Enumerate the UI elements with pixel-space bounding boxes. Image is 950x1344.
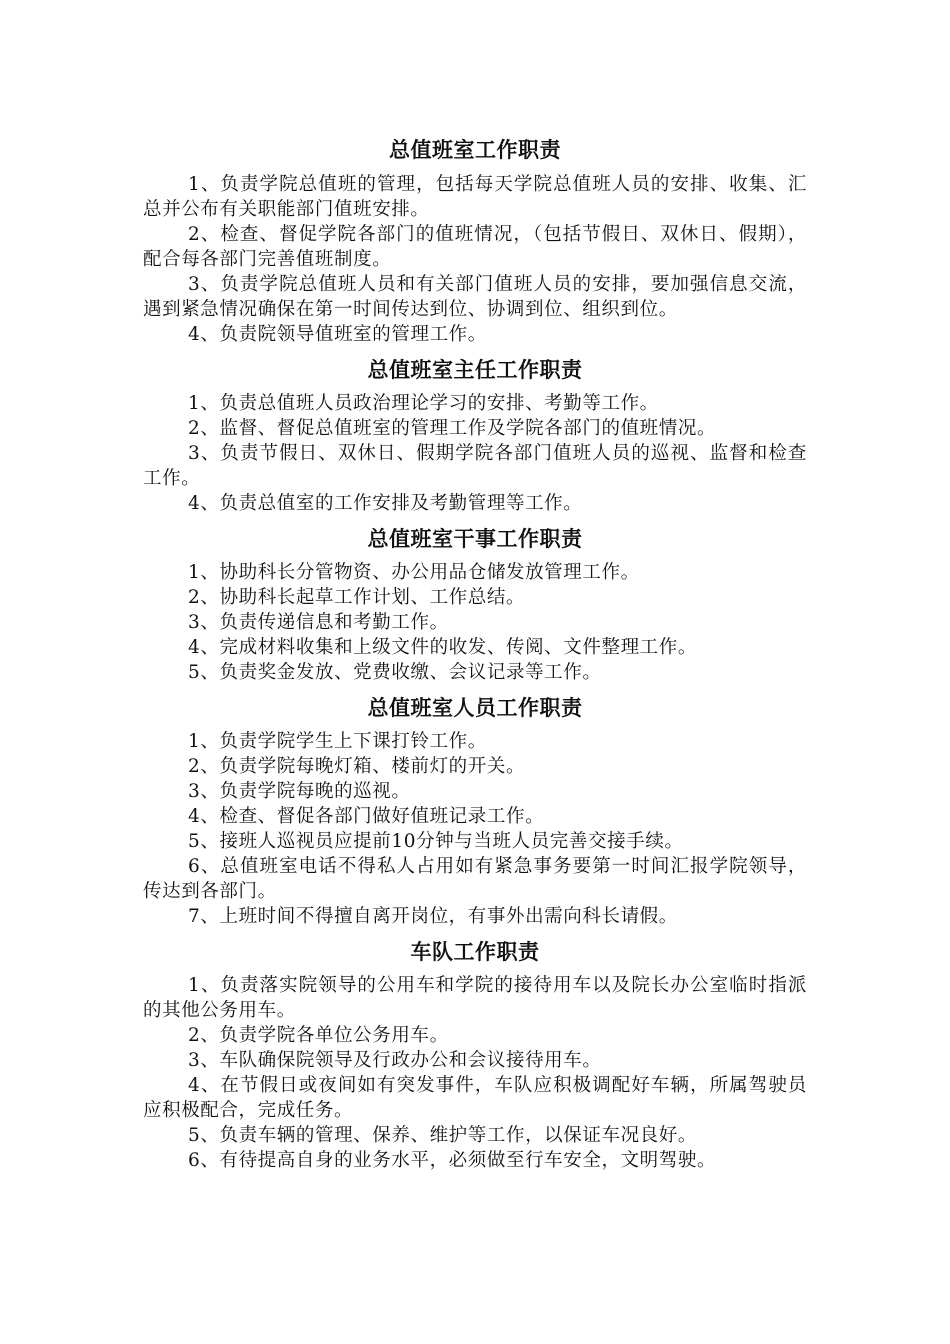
duty-item: 5、负责奖金发放、党费收缴、会议记录等工作。 <box>188 662 602 683</box>
duty-item: 4、完成材料收集和上级文件的收发、传阅、文件整理工作。 <box>188 637 697 658</box>
duty-item: 4、负责院领导值班室的管理工作。 <box>188 324 487 345</box>
duty-item: 3、负责节假日、双休日、假期学院各部门值班人员的巡视、监督和检查工作。 <box>143 443 807 489</box>
section-duty-office <box>143 134 807 347</box>
duty-item: 6、总值班室电话不得私人占用如有紧急事务要第一时间汇报学院领导，传达到各部门。 <box>143 856 807 902</box>
duty-item: 2、负责学院每晚灯箱、楼前灯的开关。 <box>188 756 526 777</box>
section-title: 总值班室干事工作职责 <box>367 527 583 551</box>
duty-item: 2、监督、督促总值班室的管理工作及学院各部门的值班情况。 <box>188 418 717 439</box>
section-title: 总值班室人员工作职责 <box>367 696 583 720</box>
duty-item: 3、车队确保院领导及行政办公和会议接待用车。 <box>188 1050 602 1071</box>
duty-item: 3、负责学院每晚的巡视。 <box>188 781 411 802</box>
duty-item: 5、负责车辆的管理、保养、维护等工作，以保证车况良好。 <box>188 1125 697 1146</box>
section-duty-office-director <box>143 354 807 516</box>
duty-item: 1、负责学院学生上下课打铃工作。 <box>188 731 487 752</box>
duty-item: 2、负责学院各单位公务用车。 <box>188 1025 449 1046</box>
duty-item: 2、检查、督促学院各部门的值班情况，（包括节假日、双休日、假期），配合每各部门完善值班制度。 <box>143 224 807 270</box>
duty-item: 1、负责落实院领导的公用车和学院的接待用车以及院长办公室临时指派的其他公务用车。 <box>143 975 807 1021</box>
duty-item: 1、负责总值班人员政治理论学习的安排、考勤等工作。 <box>188 393 659 414</box>
duty-item: 6、有待提高自身的业务水平，必须做至行车安全，文明驾驶。 <box>188 1150 717 1171</box>
duty-item: 1、协助科长分管物资、办公用品仓储发放管理工作。 <box>188 562 640 583</box>
section-duty-office-clerk <box>143 523 807 685</box>
duty-item: 4、负责总值室的工作安排及考勤管理等工作。 <box>188 493 583 514</box>
section-title: 总值班室主任工作职责 <box>367 358 583 382</box>
duty-item: 1、负责学院总值班的管理，包括每天学院总值班人员的安排、收集、汇总并公布有关职能部门值班安排。 <box>143 174 807 220</box>
section-title: 总值班室工作职责 <box>389 138 561 162</box>
section-motor-pool <box>143 936 807 1173</box>
duty-item: 4、检查、督促各部门做好值班记录工作。 <box>188 806 545 827</box>
duty-item: 3、负责学院总值班人员和有关部门值班人员的安排，要加强信息交流，遇到紧急情况确保在第一时间传达到位、协调到位、组织到位。 <box>143 274 807 320</box>
duty-item: 3、负责传递信息和考勤工作。 <box>188 612 449 633</box>
duty-item: 2、协助科长起草工作计划、工作总结。 <box>188 587 526 608</box>
section-title: 车队工作职责 <box>410 940 540 964</box>
duty-item: 5、接班人巡视员应提前10分钟与当班人员完善交接手续。 <box>188 831 684 852</box>
duty-item: 7、上班时间不得擅自离开岗位，有事外出需向科长请假。 <box>188 906 678 927</box>
duty-item: 4、在节假日或夜间如有突发事件，车队应积极调配好车辆，所属驾驶员应积极配合，完成任务。 <box>143 1075 807 1121</box>
section-duty-office-staff <box>143 692 807 929</box>
